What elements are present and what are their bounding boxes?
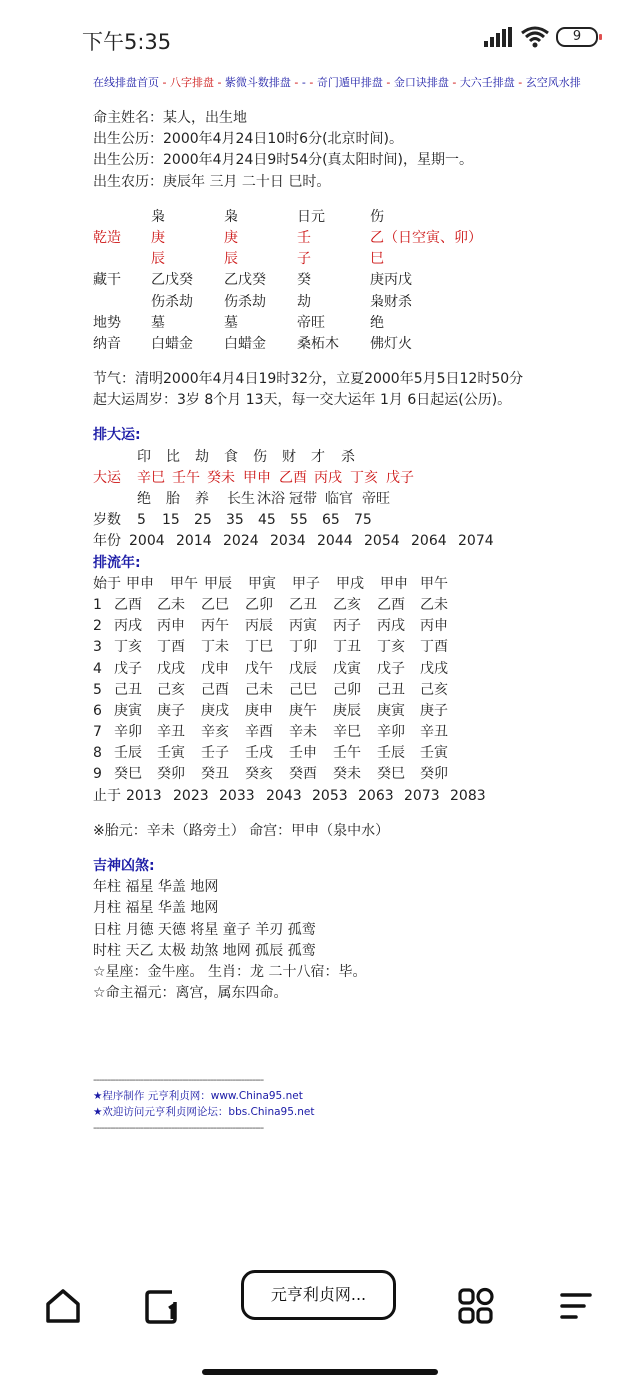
liunian-cell: 戊午 — [245, 660, 273, 677]
liunian-cell: 庚辰 — [333, 702, 361, 719]
shensha-line: 时柱 天乙 太极 劫煞 地网 孤辰 孤鸾 — [93, 942, 316, 959]
liunian-cell: 癸丑 — [201, 766, 229, 783]
bazi-cell: 辰 — [151, 251, 165, 268]
browser-bottom-bar — [0, 1270, 640, 1350]
liunian-row — [93, 743, 633, 764]
dayun-cell: 辛巳 — [137, 469, 165, 486]
liunian-cell: 丙辰 — [245, 618, 273, 635]
liunian-cell: 甲午 — [420, 575, 448, 592]
home-icon[interactable] — [43, 1286, 83, 1326]
nav-link-qimen[interactable]: 奇门遁甲排盘 — [316, 76, 383, 89]
liunian-cell: 乙巳 — [201, 596, 229, 613]
dayun-cell: 2044 — [317, 533, 353, 550]
nav-sep: - — [290, 76, 302, 89]
liunian-row-label: 6 — [93, 702, 102, 719]
liunian-cell: 癸巳 — [114, 766, 142, 783]
bazi-cell: 伤杀劫 — [224, 293, 266, 310]
liunian-cell: 甲午 — [170, 575, 198, 592]
liunian-cell: 辛巳 — [333, 724, 361, 741]
liunian-cell: 丁亥 — [114, 639, 142, 656]
dayun-cell: 5 — [137, 512, 146, 529]
bazi-cell: 乙戊癸 — [151, 272, 193, 289]
dayun-cell: 25 — [194, 512, 212, 529]
liunian-row — [93, 764, 633, 785]
liunian-cell: 丁酉 — [420, 639, 448, 656]
liunian-cell: 丙戌 — [377, 618, 405, 635]
liunian-cell: 丁亥 — [377, 639, 405, 656]
dayun-row-label: 大运 — [93, 469, 121, 486]
liunian-cell: 乙亥 — [333, 596, 361, 613]
liunian-cell: 庚午 — [289, 702, 317, 719]
bazi-cell: 癸 — [297, 272, 311, 289]
qiyun-line: 起大运周岁：3岁 8个月 13天，每一交大运年 1月 6日起运(公历)。 — [93, 392, 512, 409]
footer-credit[interactable]: ★程序制作 元亨利贞网：www.China95.net — [93, 1090, 303, 1102]
nav-sep: - — [382, 76, 394, 89]
liunian-cell: 辛丑 — [157, 724, 185, 741]
bazi-cell: 乙（日空寅、卯） — [370, 229, 482, 246]
dayun-row-label: 岁数 — [93, 512, 121, 529]
liunian-row-label: 8 — [93, 745, 102, 762]
bazi-cell: 伤 — [370, 208, 384, 225]
liunian-title: 排流年: — [93, 554, 141, 571]
liunian-cell: 乙卯 — [245, 596, 273, 613]
liunian-row-label: 始于 — [93, 575, 121, 592]
bazi-cell: 辰 — [224, 251, 238, 268]
liunian-row — [93, 786, 633, 807]
dayun-cell: 戊子 — [386, 469, 414, 486]
bazi-row-label: 纳音 — [93, 335, 121, 352]
liunian-cell: 甲申 — [126, 575, 154, 592]
nav-link-home[interactable]: 在线排盘首页 — [93, 76, 159, 89]
divider: ------------------------------------------------------------- — [93, 1074, 264, 1086]
bazi-cell: 劫 — [297, 293, 311, 310]
nav-sep: - — [305, 76, 317, 89]
liunian-cell: 庚子 — [157, 702, 185, 719]
liunian-cell: 壬辰 — [114, 745, 142, 762]
dayun-cell: 长生 — [227, 491, 255, 507]
current-tab-pill[interactable]: 元亨利贞网... — [241, 1270, 396, 1320]
dayun-cell: 养 — [195, 491, 209, 507]
status-bar — [0, 0, 640, 74]
dayun-cell: 财 — [282, 448, 296, 465]
liunian-row-label: 1 — [93, 596, 102, 613]
dayun-cell: 35 — [226, 512, 244, 529]
dayun-cell: 癸未 — [207, 469, 235, 486]
liunian-row-label: 3 — [93, 639, 102, 656]
liunian-cell: 癸卯 — [420, 766, 448, 783]
liunian-row — [93, 701, 633, 722]
jieqi-line: 节气：清明2000年4月4日19时32分，立夏2000年5月5日12时50分 — [93, 371, 524, 388]
status-time: 下午5:35 — [82, 30, 172, 54]
dayun-cell: 2034 — [270, 533, 306, 550]
liunian-cell: 2043 — [266, 787, 302, 804]
nav-sep: - — [514, 76, 526, 89]
dayun-cell: 临官 — [325, 491, 353, 507]
wifi-icon — [520, 25, 550, 49]
liunian-cell: 庚戌 — [201, 702, 229, 719]
liunian-cell: 丁丑 — [333, 639, 361, 656]
bazi-cell: 乙戊癸 — [224, 272, 266, 289]
dayun-cell: 2014 — [176, 533, 212, 550]
info-true-solar: 出生公历：2000年4月24日9时54分(真太阳时间)，星期一。 — [93, 152, 473, 169]
shensha-line: 月柱 福星 华盖 地网 — [93, 900, 219, 917]
liunian-row-label: 止于 — [93, 787, 121, 804]
bazi-cell: 绝 — [370, 314, 384, 331]
liunian-row-label: 7 — [93, 724, 102, 741]
liunian-cell: 2033 — [219, 787, 255, 804]
liunian-cell: 壬子 — [201, 745, 229, 762]
dayun-cell: 伤 — [253, 448, 267, 465]
dayun-cell: 食 — [224, 448, 238, 465]
footer — [93, 1072, 314, 1136]
liunian-cell: 戊戌 — [157, 660, 185, 677]
liunian-cell: 戊申 — [201, 660, 229, 677]
divider: ------------------------------------------------------------- — [93, 1122, 264, 1134]
liunian-cell: 2083 — [450, 787, 486, 804]
nav-link-jinkou[interactable]: 金口诀排盘 — [393, 76, 449, 89]
liunian-cell: 丙戌 — [114, 618, 142, 635]
shensha-line: 年柱 福星 华盖 地网 — [93, 879, 219, 896]
bazi-cell: 庚 — [224, 229, 238, 246]
liunian-cell: 己卯 — [333, 681, 361, 698]
bazi-cell: 枭财杀 — [370, 293, 412, 310]
bazi-row — [93, 270, 633, 291]
bazi-row — [93, 313, 633, 334]
liunian-cell: 庚寅 — [377, 702, 405, 719]
liunian-cell: 辛卯 — [114, 724, 142, 741]
dayun-cell: 才 — [311, 448, 325, 465]
liunian-cell: 2063 — [358, 787, 394, 804]
dayun-row — [93, 489, 633, 510]
dayun-cell: 2074 — [458, 533, 494, 550]
liunian-cell: 戊戌 — [420, 660, 448, 677]
liunian-cell: 己丑 — [114, 681, 142, 698]
apps-grid-icon[interactable] — [456, 1286, 496, 1326]
dayun-cell: 壬午 — [172, 469, 200, 486]
liunian-cell: 辛未 — [289, 724, 317, 741]
liunian-cell: 丙午 — [201, 618, 229, 635]
battery-icon: 9 — [556, 27, 598, 47]
liunian-cell: 壬寅 — [157, 745, 185, 762]
liunian-row — [93, 659, 633, 680]
dayun-row — [93, 468, 633, 489]
footer-forum[interactable]: ★欢迎访问元亨利贞网论坛：bbs.China95.net — [93, 1106, 315, 1118]
liunian-cell: 壬午 — [333, 745, 361, 762]
liunian-cell: 丙寅 — [289, 618, 317, 635]
liunian-cell: 甲申 — [380, 575, 408, 592]
dayun-cell: 绝 — [137, 491, 151, 507]
liunian-row — [93, 637, 633, 658]
dayun-cell: 印 — [137, 448, 151, 465]
nav-link-bazi[interactable]: 八字排盘 — [169, 76, 214, 89]
bazi-table — [93, 207, 633, 355]
dayun-cell: 2064 — [411, 533, 447, 550]
dayun-cell: 丁亥 — [350, 469, 378, 486]
shensha-list — [93, 877, 633, 1004]
liunian-cell: 癸亥 — [245, 766, 273, 783]
bazi-row-label: 地势 — [93, 314, 121, 331]
bazi-row — [93, 207, 633, 228]
result-content — [93, 108, 633, 1004]
signal-icon — [484, 27, 514, 47]
bazi-cell: 巳 — [370, 251, 384, 268]
liunian-row-label: 4 — [93, 660, 102, 677]
shensha-line: 日柱 月德 天德 将星 童子 羊刃 孤鸾 — [93, 921, 316, 938]
dayun-row — [93, 510, 633, 531]
bazi-cell: 伤杀劫 — [151, 293, 193, 310]
bazi-row — [93, 292, 633, 313]
dayun-cell: 冠带 — [289, 491, 317, 507]
bazi-row-label: 乾造 — [93, 229, 121, 246]
liunian-cell: 戊子 — [114, 660, 142, 677]
liunian-cell: 丁未 — [201, 639, 229, 656]
bazi-row — [93, 334, 633, 355]
tabs-icon[interactable] — [142, 1286, 182, 1326]
liunian-cell: 丁酉 — [157, 639, 185, 656]
liunian-cell: 2023 — [173, 787, 209, 804]
dayun-cell: 丙戌 — [314, 469, 342, 486]
liunian-cell: 己未 — [245, 681, 273, 698]
liunian-cell: 丙子 — [333, 618, 361, 635]
nav-link-xuankong[interactable]: 玄空风水排 — [525, 76, 581, 89]
liunian-row — [93, 574, 633, 595]
dayun-cell: 乙酉 — [279, 469, 307, 486]
liunian-cell: 乙未 — [157, 596, 185, 613]
dayun-cell: 15 — [162, 512, 180, 529]
liunian-row — [93, 595, 633, 616]
liunian-cell: 丁巳 — [245, 639, 273, 656]
liunian-cell: 癸巳 — [377, 766, 405, 783]
info-solar: 出生公历：2000年4月24日10时6分(北京时间)。 — [93, 131, 403, 148]
shensha-line: ☆命主福元：离宫，属东四命。 — [93, 985, 288, 1002]
nav-sep: - — [159, 76, 170, 89]
liunian-cell: 2013 — [126, 787, 162, 804]
liunian-cell: 甲子 — [292, 575, 320, 592]
nav-sep: - — [213, 76, 225, 89]
bazi-cell: 佛灯火 — [370, 335, 412, 352]
bazi-cell: 墓 — [224, 314, 238, 331]
liunian-cell: 壬戌 — [245, 745, 273, 762]
bazi-row — [93, 228, 633, 249]
bazi-cell: 枭 — [151, 208, 165, 225]
liunian-cell: 丙申 — [157, 618, 185, 635]
liunian-cell: 己亥 — [157, 681, 185, 698]
dayun-cell: 2054 — [364, 533, 400, 550]
dayun-cell: 沐浴 — [257, 491, 285, 507]
dayun-cell: 55 — [290, 512, 308, 529]
dayun-row-label: 年份 — [93, 533, 121, 550]
dayun-cell: 甲申 — [243, 469, 271, 486]
nav-link-hidden[interactable]: - — [301, 76, 306, 89]
shensha-line: ☆星座：金牛座。 生肖：龙 二十八宿：毕。 — [93, 963, 367, 980]
liunian-row — [93, 680, 633, 701]
dayun-table — [93, 447, 633, 553]
dayun-cell: 胎 — [166, 491, 180, 507]
liunian-row — [93, 722, 633, 743]
dayun-cell: 45 — [258, 512, 276, 529]
liunian-table — [93, 574, 633, 807]
bazi-cell: 日元 — [297, 208, 325, 225]
liunian-cell: 丁卯 — [289, 639, 317, 656]
nav-link-ziwei[interactable]: 紫微斗数排盘 — [224, 76, 291, 89]
liunian-cell: 癸酉 — [289, 766, 317, 783]
liunian-cell: 壬寅 — [420, 745, 448, 762]
dayun-cell: 比 — [166, 448, 180, 465]
dayun-cell: 杀 — [341, 448, 355, 465]
dayun-cell: 65 — [322, 512, 340, 529]
liunian-cell: 戊子 — [377, 660, 405, 677]
liunian-cell: 辛丑 — [420, 724, 448, 741]
bazi-cell: 子 — [297, 251, 311, 268]
bazi-cell: 白蜡金 — [224, 335, 266, 352]
liunian-row-label: 2 — [93, 618, 102, 635]
liunian-cell: 乙未 — [420, 596, 448, 613]
taiyuan-line: ※胎元：辛未（路旁土） 命宫：甲申（泉中水） — [93, 822, 390, 839]
dayun-cell: 2004 — [129, 533, 165, 550]
liunian-cell: 庚申 — [245, 702, 273, 719]
liunian-row-label: 9 — [93, 766, 102, 783]
liunian-cell: 己亥 — [420, 681, 448, 698]
liunian-cell: 癸卯 — [157, 766, 185, 783]
liunian-cell: 丙申 — [420, 618, 448, 635]
dayun-row — [93, 447, 633, 468]
bazi-row-label: 藏干 — [93, 272, 121, 289]
liunian-cell: 甲辰 — [204, 575, 232, 592]
liunian-cell: 戊寅 — [333, 660, 361, 677]
bazi-cell: 墓 — [151, 314, 165, 331]
liunian-cell: 2073 — [404, 787, 440, 804]
bazi-cell: 庚丙戊 — [370, 272, 412, 289]
dayun-cell: 75 — [354, 512, 372, 529]
bazi-row — [93, 249, 633, 270]
liunian-cell: 戊辰 — [289, 660, 317, 677]
liunian-row — [93, 616, 633, 637]
bazi-cell: 庚 — [151, 229, 165, 246]
liunian-cell: 辛亥 — [201, 724, 229, 741]
bazi-cell: 壬 — [297, 229, 311, 246]
bazi-cell: 桑柘木 — [297, 335, 339, 352]
liunian-cell: 甲寅 — [248, 575, 276, 592]
liunian-cell: 己巳 — [289, 681, 317, 698]
liunian-cell: 癸未 — [333, 766, 361, 783]
home-indicator — [202, 1369, 438, 1375]
shensha-title: 吉神凶煞: — [93, 858, 155, 874]
dayun-cell: 2024 — [223, 533, 259, 550]
liunian-cell: 乙酉 — [377, 596, 405, 613]
liunian-cell: 己丑 — [377, 681, 405, 698]
dayun-title: 排大运: — [93, 427, 141, 444]
nav-link-liuren[interactable]: 大六壬排盘 — [459, 76, 515, 89]
liunian-cell: 辛卯 — [377, 724, 405, 741]
liunian-cell: 壬申 — [289, 745, 317, 762]
liunian-cell: 辛酉 — [245, 724, 273, 741]
liunian-cell: 乙丑 — [289, 596, 317, 613]
liunian-cell: 己酉 — [201, 681, 229, 698]
liunian-cell: 壬辰 — [377, 745, 405, 762]
liunian-cell: 庚子 — [420, 702, 448, 719]
dayun-row — [93, 531, 633, 552]
bazi-cell: 帝旺 — [297, 314, 325, 331]
liunian-cell: 甲戌 — [336, 575, 364, 592]
bazi-cell: 枭 — [224, 208, 238, 225]
info-name: 命主姓名：某人，出生地 — [93, 110, 247, 126]
nav-sep: - — [448, 76, 460, 89]
liunian-row-label: 5 — [93, 681, 102, 698]
liunian-cell: 乙酉 — [114, 596, 142, 613]
info-lunar: 出生农历：庚辰年 三月 二十日 巳时。 — [93, 173, 331, 190]
bazi-cell: 白蜡金 — [151, 335, 193, 352]
dayun-cell: 帝旺 — [362, 491, 390, 507]
liunian-cell: 庚寅 — [114, 702, 142, 719]
dayun-cell: 劫 — [195, 448, 209, 465]
liunian-cell: 2053 — [312, 787, 348, 804]
menu-icon[interactable] — [556, 1286, 596, 1326]
top-nav-links — [93, 74, 640, 92]
